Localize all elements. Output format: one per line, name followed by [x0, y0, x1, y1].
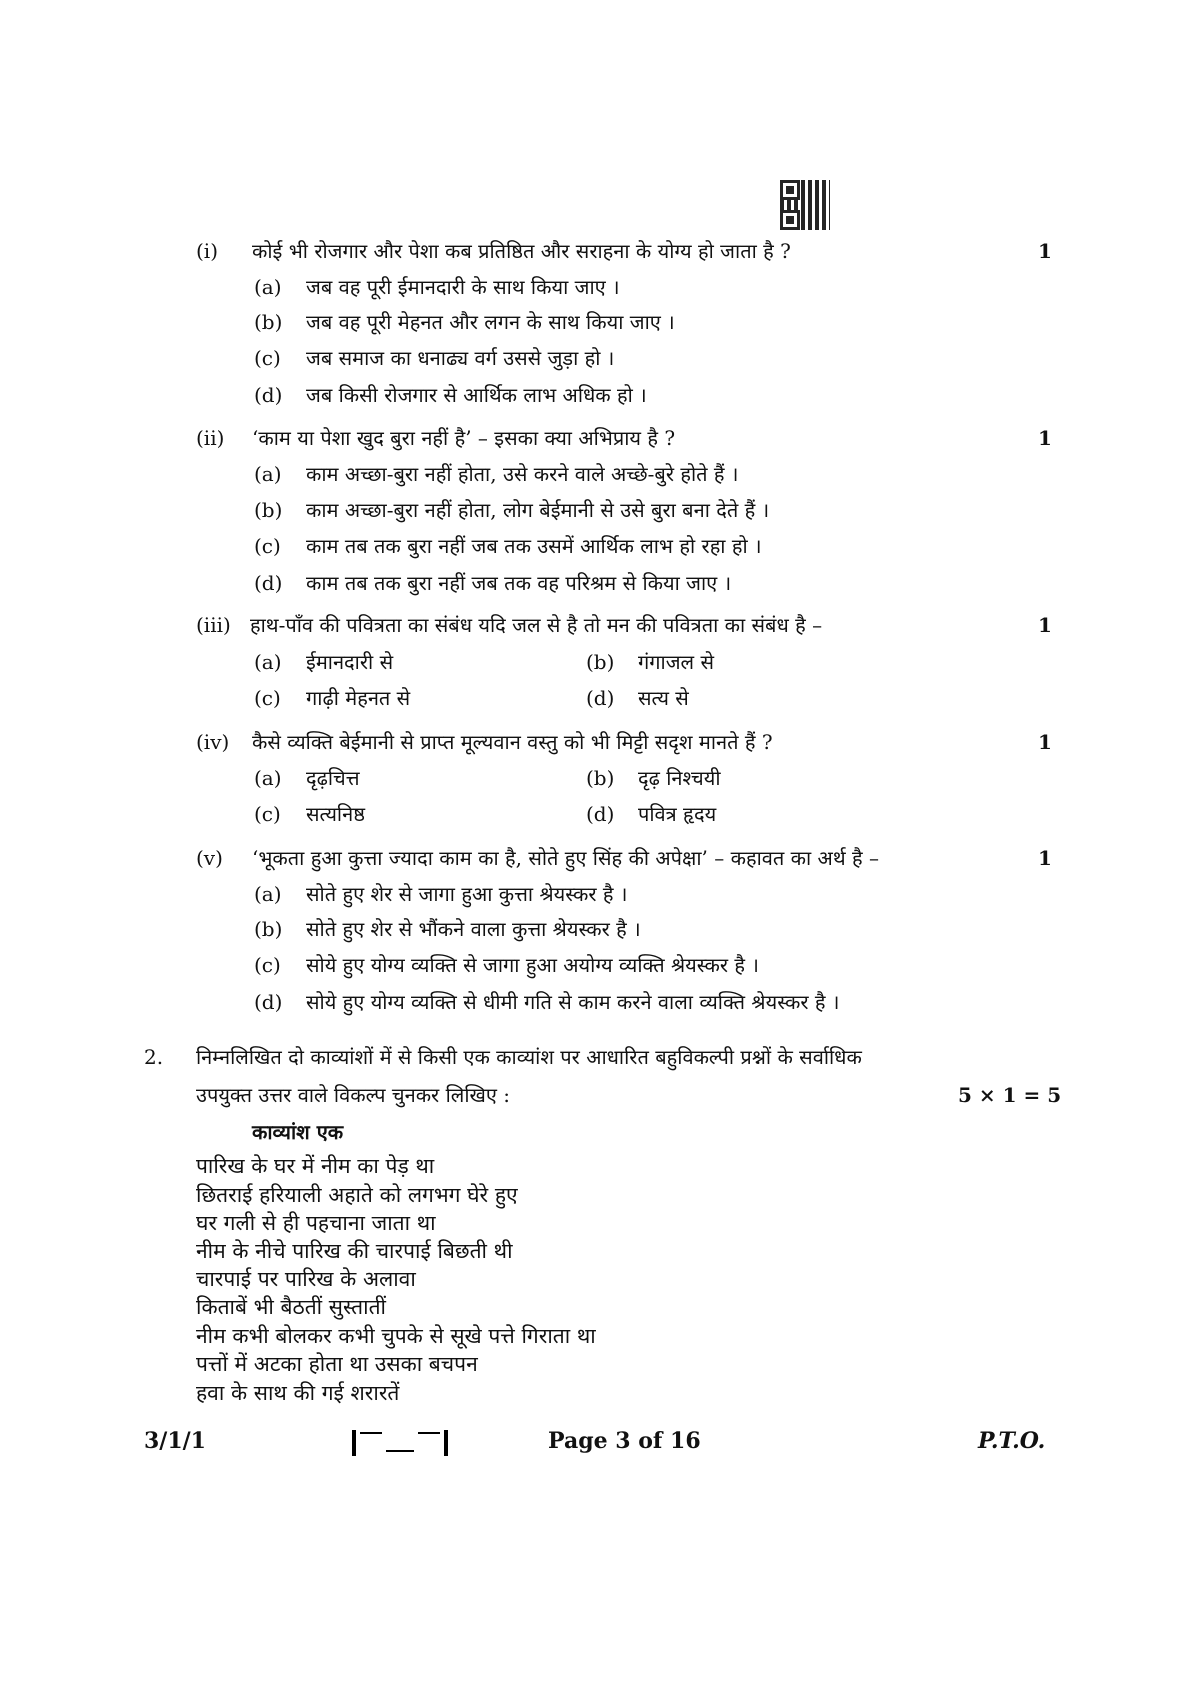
option-text: सत्य से — [638, 686, 689, 710]
option-text: काम तब तक बुरा नहीं जब तक उसमें आर्थिक लाभ हो रहा हो । — [306, 534, 762, 558]
barcode-mark — [352, 1430, 448, 1456]
question-number: (i) — [196, 239, 219, 263]
please-turn-over: P.T.O. — [978, 1428, 1046, 1454]
question-marks: 1 — [1038, 426, 1052, 450]
option-label: (c) — [254, 802, 281, 826]
question-marks: 1 — [1038, 730, 1052, 754]
option-label: (a) — [254, 766, 282, 790]
option-text: सोये हुए योग्य व्यक्ति से जागा हुआ अयोग्य व्यक्ति श्रेयस्कर है । — [306, 953, 759, 977]
question-number: (ii) — [196, 426, 225, 450]
option-label: (b) — [586, 766, 615, 790]
option-label: (d) — [586, 686, 615, 710]
option-label: (a) — [254, 462, 282, 486]
poem-line: चारपाई पर पारिख के अलावा — [196, 1267, 416, 1291]
option-text: जब वह पूरी मेहनत और लगन के साथ किया जाए । — [306, 310, 675, 334]
question-number: (v) — [196, 846, 223, 870]
option-text: सोते हुए शेर से जागा हुआ कुत्ता श्रेयस्कर है । — [306, 882, 628, 906]
question-text: कैसे व्यक्ति बेईमानी से प्राप्त मूल्यवान वस्तु को भी मिट्टी सदृश मानते हैं ? — [252, 730, 773, 754]
question-text: ‘भूकता हुआ कुत्ता ज्यादा काम का है, सोते हुए सिंह की अपेक्षा’ – कहावत का अर्थ है – — [252, 846, 879, 870]
question-marks: 1 — [1038, 239, 1052, 263]
option-label: (d) — [254, 571, 283, 595]
question-text: निम्नलिखित दो काव्यांशों में से किसी एक काव्यांश पर आधारित बहुविकल्पी प्रश्नों के सर्वाधिक — [196, 1045, 862, 1069]
option-label: (d) — [254, 990, 283, 1014]
poem-line: नीम कभी बोलकर कभी चुपके से सूखे पत्ते गिराता था — [196, 1324, 596, 1348]
poem-line: छितराई हरियाली अहाते को लगभग घेरे हुए — [196, 1183, 518, 1207]
question-marks: 5 × 1 = 5 — [958, 1083, 1062, 1107]
option-label: (a) — [254, 882, 282, 906]
option-text: गाढ़ी मेहनत से — [306, 686, 411, 710]
option-text: जब किसी रोजगार से आर्थिक लाभ अधिक हो । — [306, 383, 647, 407]
poem-line: घर गली से ही पहचाना जाता था — [196, 1211, 436, 1235]
question-marks: 1 — [1038, 846, 1052, 870]
option-text: पवित्र हृदय — [638, 802, 717, 826]
option-text: सोते हुए शेर से भौंकने वाला कुत्ता श्रेयस्कर है । — [306, 917, 641, 941]
option-text: काम अच्छा-बुरा नहीं होता, उसे करने वाले अच्छे-बुरे होते हैं । — [306, 462, 739, 486]
option-label: (b) — [586, 650, 615, 674]
option-text: गंगाजल से — [638, 650, 714, 674]
option-label: (d) — [586, 802, 615, 826]
option-label: (c) — [254, 346, 281, 370]
poem-line: किताबें भी बैठतीं सुस्तातीं — [196, 1295, 386, 1319]
option-label: (a) — [254, 275, 282, 299]
option-label: (a) — [254, 650, 282, 674]
option-label: (d) — [254, 383, 283, 407]
option-text: ईमानदारी से — [306, 650, 394, 674]
option-label: (b) — [254, 310, 283, 334]
question-number: (iii) — [196, 613, 231, 637]
question-number: 2. — [144, 1045, 164, 1069]
option-text: सत्यनिष्ठ — [306, 802, 365, 826]
option-label: (c) — [254, 534, 281, 558]
option-text: काम तब तक बुरा नहीं जब तक वह परिश्रम से किया जाए । — [306, 571, 732, 595]
question-marks: 1 — [1038, 613, 1052, 637]
option-text: दृढ़चित्त — [306, 766, 360, 790]
option-label: (b) — [254, 917, 283, 941]
paper-code: 3/1/1 — [144, 1428, 206, 1454]
question-text: हाथ-पाँव की पवित्रता का संबंध यदि जल से है तो मन की पवित्रता का संबंध है – — [250, 613, 823, 637]
option-text: काम अच्छा-बुरा नहीं होता, लोग बेईमानी से उसे बुरा बना देते हैं । — [306, 498, 770, 522]
poem-heading: काव्यांश एक — [252, 1120, 344, 1144]
option-label: (b) — [254, 498, 283, 522]
question-text: ‘काम या पेशा खुद बुरा नहीं है’ – इसका क्या अभिप्राय है ? — [252, 426, 676, 450]
option-label: (c) — [254, 686, 281, 710]
option-text: दृढ़ निश्चयी — [638, 766, 721, 790]
option-text: जब समाज का धनाढ्य वर्ग उससे जुड़ा हो । — [306, 346, 615, 370]
question-number: (iv) — [196, 730, 230, 754]
page-number: Page 3 of 16 — [548, 1428, 701, 1454]
option-text: सोये हुए योग्य व्यक्ति से धीमी गति से काम करने वाला व्यक्ति श्रेयस्कर है । — [306, 990, 840, 1014]
poem-line: पत्तों में अटका होता था उसका बचपन — [196, 1352, 478, 1376]
question-text: कोई भी रोजगार और पेशा कब प्रतिष्ठित और सराहना के योग्य हो जाता है ? — [252, 239, 791, 263]
poem-line: पारिख के घर में नीम का पेड़ था — [196, 1154, 435, 1178]
question-text: उपयुक्त उत्तर वाले विकल्प चुनकर लिखिए : — [196, 1083, 511, 1107]
option-text: जब वह पूरी ईमानदारी के साथ किया जाए । — [306, 275, 620, 299]
poem-line: नीम के नीचे पारिख की चारपाई बिछती थी — [196, 1239, 513, 1263]
poem-line: हवा के साथ की गई शरारतें — [196, 1381, 400, 1405]
qr-code — [780, 180, 830, 230]
option-label: (c) — [254, 953, 281, 977]
